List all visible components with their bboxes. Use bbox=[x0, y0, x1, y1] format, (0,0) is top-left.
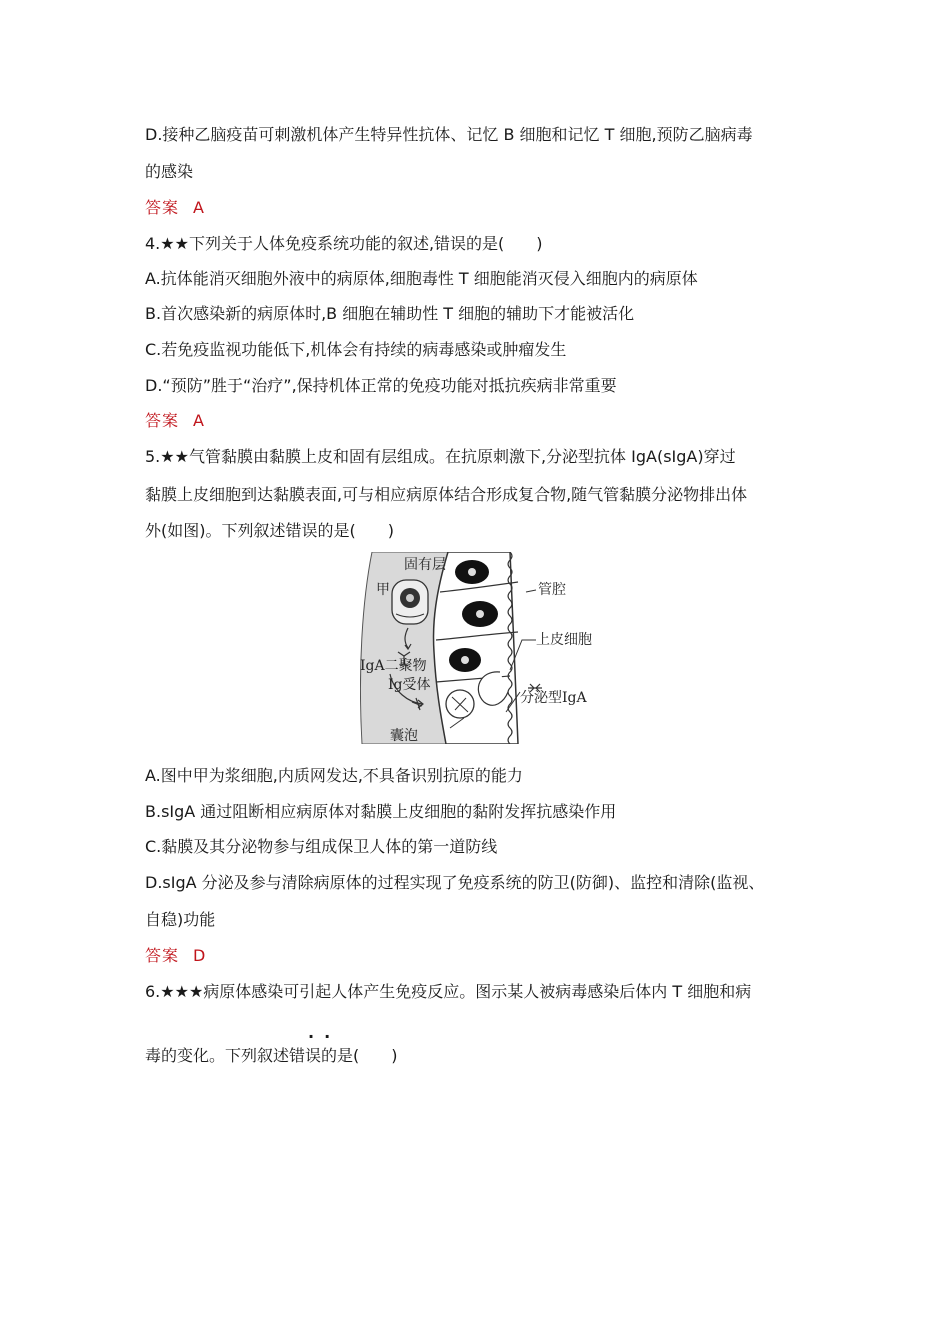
option-d-line-1: D.接种乙脑疫苗可刺激机体产生特异性抗体、记忆 B 细胞和记忆 T 细胞,预防乙脑病毒 bbox=[145, 125, 753, 144]
question-4-option-c: C.若免疫监视功能低下,机体会有持续的病毒感染或肿瘤发生 bbox=[145, 340, 567, 359]
question-5-option-d-line-1: D.sIgA 分泌及参与清除病原体的过程实现了免疫系统的防卫(防御)、监控和清除(监视、 bbox=[145, 873, 765, 892]
question-4-stem: 4.★★下列关于人体免疫系统功能的叙述,错误的是( ) bbox=[145, 234, 543, 253]
question-6-stem-line-1: 6.★★★病原体感染可引起人体产生免疫反应。图示某人被病毒感染后体内 T 细胞和病 bbox=[145, 982, 752, 1001]
mucosa-diagram bbox=[360, 552, 625, 744]
question-4-option-b: B.首次感染新的病原体时,B 细胞在辅助性 T 细胞的辅助下才能被活化 bbox=[145, 304, 635, 323]
pointer-lumen bbox=[526, 590, 536, 592]
answer-label: 答案 bbox=[145, 198, 180, 217]
label-ig-receptor: Ig受体 bbox=[388, 677, 431, 693]
answer-q3 bbox=[145, 197, 204, 219]
answer-label: 答案 bbox=[145, 946, 180, 965]
answer-value: A bbox=[193, 198, 204, 217]
label-lamina-propria: 固有层 bbox=[404, 557, 446, 573]
emphasis-dots: ·· bbox=[308, 1027, 341, 1046]
question-6-stem-line-2: 毒的变化。下列叙述错误的是( ) bbox=[145, 1046, 398, 1065]
option-d-line-2: 的感染 bbox=[145, 162, 194, 181]
question-5-stem-line-3: 外(如图)。下列叙述错误的是( ) bbox=[145, 521, 394, 540]
mucosa-diagram-svg bbox=[360, 552, 625, 744]
question-5-option-c: C.黏膜及其分泌物参与组成保卫人体的第一道防线 bbox=[145, 837, 498, 856]
answer-q4 bbox=[145, 410, 204, 432]
answer-q5 bbox=[145, 945, 205, 967]
question-5-option-a: A.图中甲为浆细胞,内质网发达,不具备识别抗原的能力 bbox=[145, 766, 523, 785]
question-5-option-d-line-2: 自稳)功能 bbox=[145, 910, 216, 929]
label-epithelial-cell: 上皮细胞 bbox=[536, 632, 592, 648]
answer-value: D bbox=[193, 946, 206, 965]
label-secretory-iga: 分泌型IgA bbox=[520, 690, 587, 706]
answer-label: 答案 bbox=[145, 411, 180, 430]
question-4-option-d: D.“预防”胜于“治疗”,保持机体正常的免疫功能对抵抗疾病非常重要 bbox=[145, 376, 617, 395]
question-5-option-b: B.sIgA 通过阻断相应病原体对黏膜上皮细胞的黏附发挥抗感染作用 bbox=[145, 802, 617, 821]
question-5-stem-line-2: 黏膜上皮细胞到达黏膜表面,可与相应病原体结合形成复合物,随气管黏膜分泌物排出体 bbox=[145, 485, 748, 504]
label-lumen: 管腔 bbox=[538, 582, 566, 598]
answer-value: A bbox=[193, 411, 204, 430]
question-5-stem-line-1: 5.★★气管黏膜由黏膜上皮和固有层组成。在抗原刺激下,分泌型抗体 IgA(sIgA)穿过 bbox=[145, 447, 736, 466]
question-4-option-a: A.抗体能消灭细胞外液中的病原体,细胞毒性 T 细胞能消灭侵入细胞内的病原体 bbox=[145, 269, 698, 288]
label-jia: 甲 bbox=[376, 582, 390, 598]
label-vesicle: 囊泡 bbox=[390, 728, 418, 744]
label-iga-dimer: IgA二聚物 bbox=[360, 658, 427, 674]
